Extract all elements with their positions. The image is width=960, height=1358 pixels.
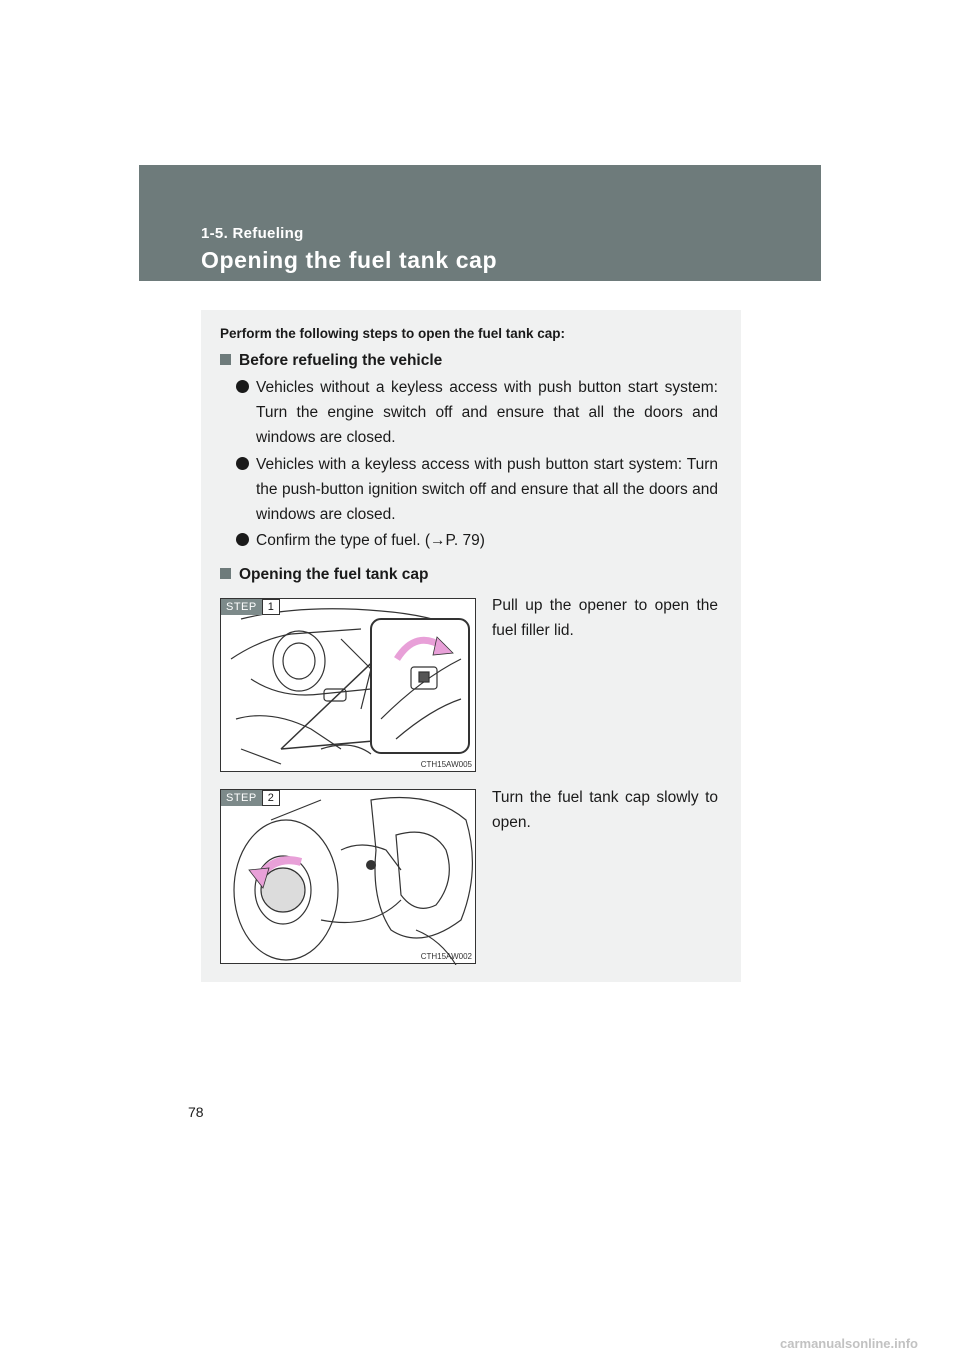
step-number: 1 bbox=[262, 599, 280, 615]
step-label: STEP bbox=[221, 599, 262, 615]
figure-code: CTH15AW002 bbox=[420, 952, 472, 961]
step-label: STEP bbox=[221, 790, 262, 806]
square-bullet-icon bbox=[220, 568, 231, 579]
step-2-text: Turn the fuel tank cap slowly to open. bbox=[492, 789, 718, 831]
step-number: 2 bbox=[262, 790, 280, 806]
subhead-label: Before refueling the vehicle bbox=[239, 352, 443, 369]
bullet-text: Vehicles without a keyless access with push button start system: Turn the engine switch off and ensure that all the doors and windows are closed. bbox=[256, 379, 718, 446]
bullet-dot-icon bbox=[236, 533, 249, 546]
bullet-dot-icon bbox=[236, 380, 249, 393]
bullet-text: Vehicles with a keyless access with push button start system: Turn the push-button ignition switch off and ensure that all the doors and windows are closed. bbox=[256, 456, 718, 523]
watermark-link[interactable]: carmanualsonline.info bbox=[780, 1336, 918, 1351]
page-header bbox=[139, 165, 821, 281]
square-bullet-icon bbox=[220, 354, 231, 365]
dashboard-opener-illustration bbox=[221, 599, 477, 773]
content-box bbox=[201, 310, 741, 982]
step-1-figure bbox=[220, 598, 476, 772]
section-number: 1-5. Refueling bbox=[201, 225, 304, 242]
step-1-tag bbox=[221, 599, 280, 615]
subhead-before-refueling bbox=[220, 352, 442, 370]
step-2-tag bbox=[221, 790, 280, 806]
step-2-figure bbox=[220, 789, 476, 964]
bullet-item bbox=[236, 375, 718, 450]
step-1-text: Pull up the opener to open the fuel filler lid. bbox=[492, 597, 718, 639]
subhead-label: Opening the fuel tank cap bbox=[239, 566, 429, 583]
figure-code: CTH15AW005 bbox=[420, 760, 472, 769]
page-number: 78 bbox=[188, 1104, 204, 1120]
page-title: Opening the fuel tank cap bbox=[201, 247, 498, 273]
bullet-dot-icon bbox=[236, 457, 249, 470]
bullet-text: Confirm the type of fuel. (→P. 79) bbox=[256, 532, 485, 549]
subhead-opening-cap bbox=[220, 566, 428, 584]
bullet-item bbox=[236, 528, 718, 553]
bullet-item bbox=[236, 452, 718, 527]
fuel-cap-illustration bbox=[221, 790, 477, 965]
intro-text: Perform the following steps to open the fuel tank cap: bbox=[220, 326, 566, 341]
